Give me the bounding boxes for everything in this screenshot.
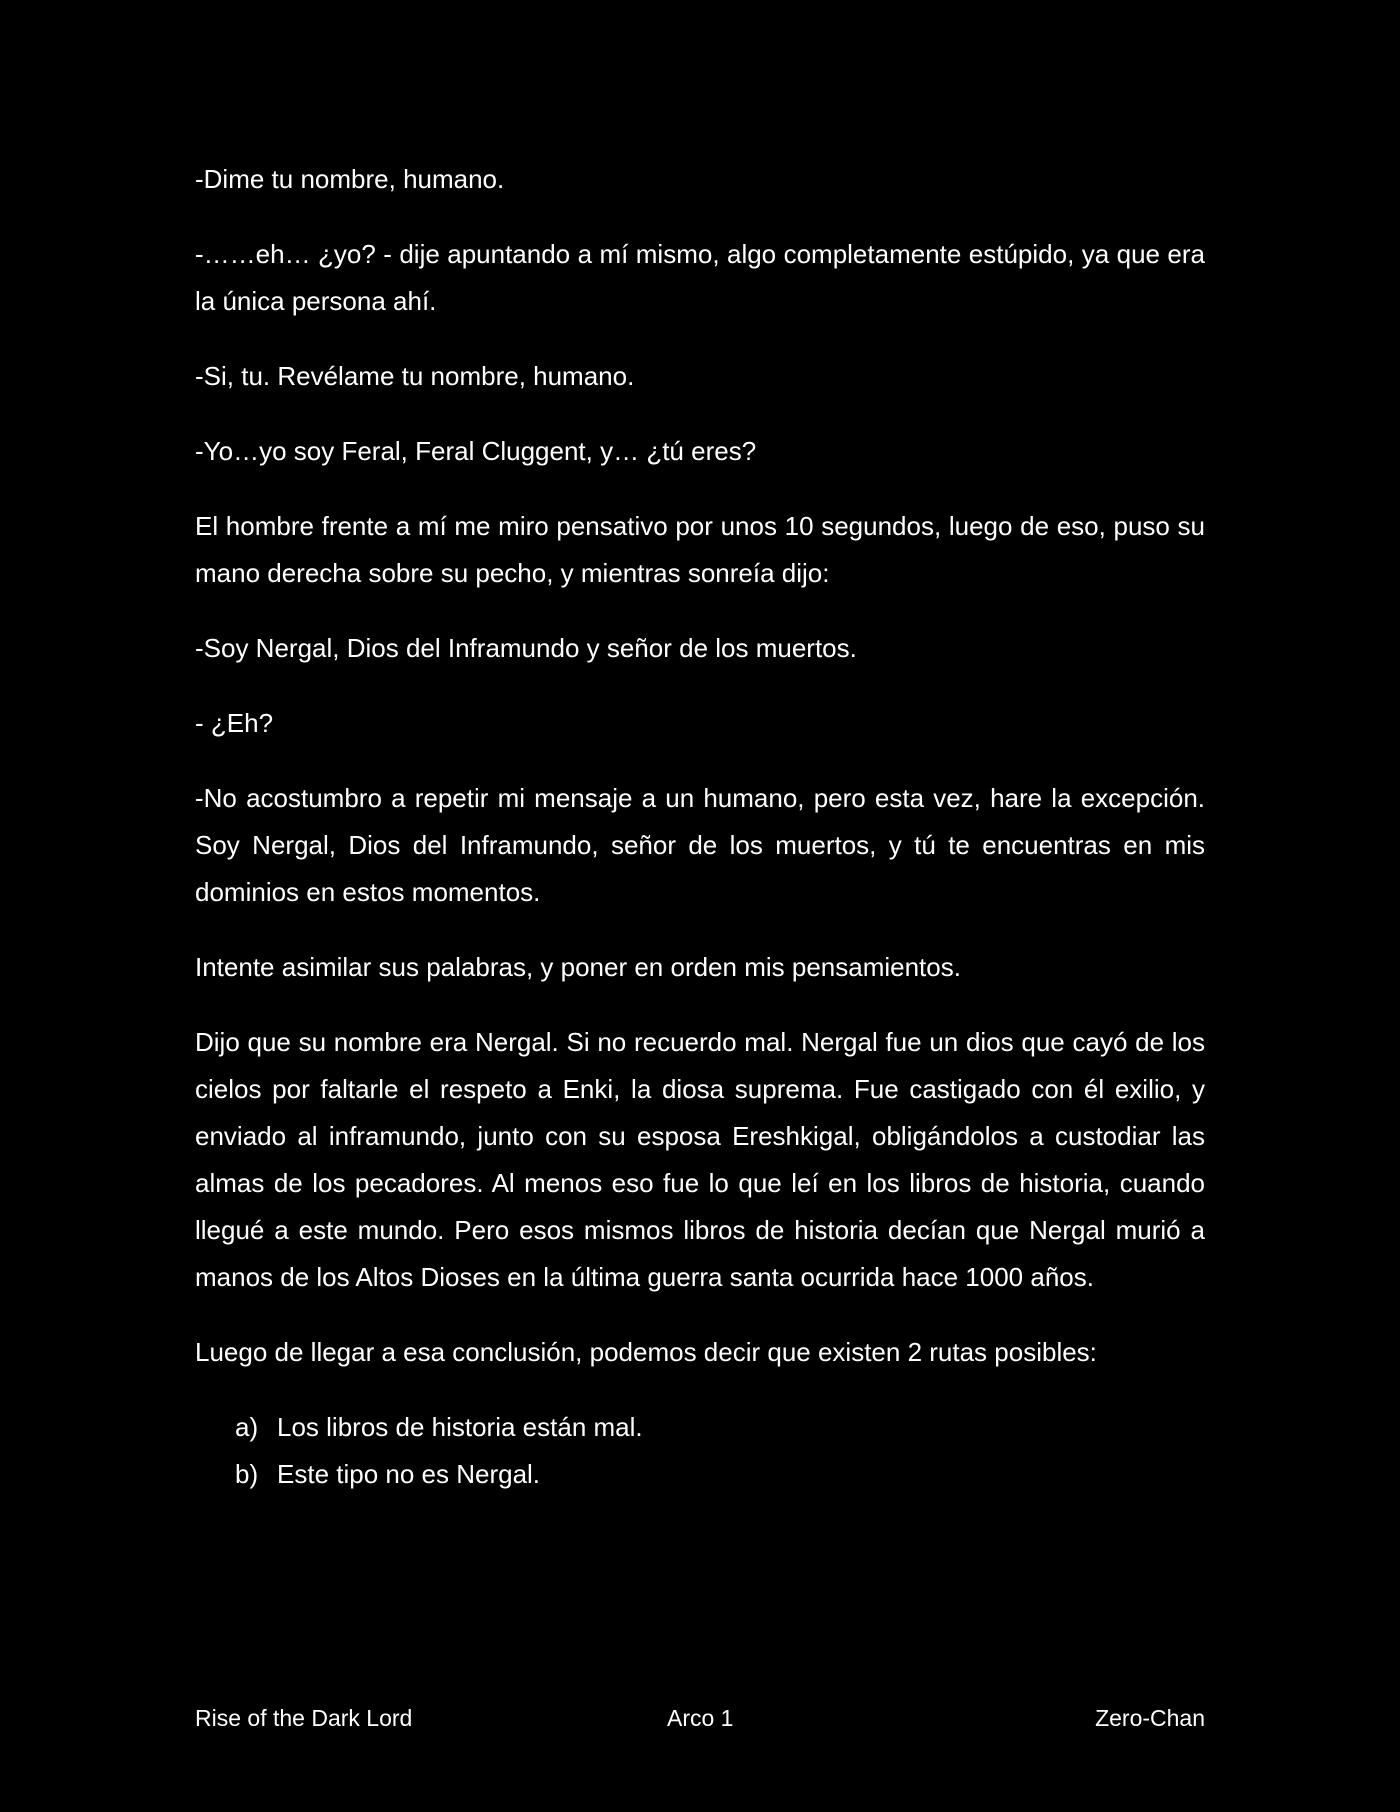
footer-title: Rise of the Dark Lord	[195, 1705, 413, 1731]
paragraph: Dijo que su nombre era Nergal. Si no recuerdo mal. Nergal fue un dios que cayó de los cielos por faltarle el respeto a Enki, la diosa suprema. Fue castigado con él exilio, y enviado al inframundo, junto con su esposa Ereshkigal, obligándolos a custodiar las almas de los pecadores. Al menos eso fue lo que leí en los libros de historia, cuando llegué a este mundo. Pero esos mismos libros de historia decían que Nergal murió a manos de los Altos Dioses en la última guerra santa ocurrida hace 1000 años.	[195, 1027, 1205, 1292]
paragraph: -……eh… ¿yo? - dije apuntando a mí mismo, algo completamente estúpido, ya que era la única persona ahí.	[195, 239, 1205, 316]
list-item	[235, 1451, 1205, 1498]
document-body	[195, 156, 1205, 1498]
footer-arc: Arco 1	[667, 1705, 734, 1731]
paragraph: -Soy Nergal, Dios del Inframundo y señor de los muertos.	[195, 633, 857, 663]
paragraph: Luego de llegar a esa conclusión, podemos decir que existen 2 rutas posibles:	[195, 1337, 1097, 1367]
list-item-text: Los libros de historia están mal.	[277, 1412, 643, 1442]
options-list	[195, 1404, 1205, 1498]
list-marker: b)	[235, 1459, 259, 1489]
paragraph: -No acostumbro a repetir mi mensaje a un humano, pero esta vez, hare la excepción. Soy Nergal, Dios del Inframundo, señor de los muertos, y tú te encuentras en mis dominios en estos momentos.	[195, 783, 1205, 907]
paragraph: -Yo…yo soy Feral, Feral Cluggent, y… ¿tú eres?	[195, 436, 757, 466]
paragraph: -Dime tu nombre, humano.	[195, 164, 505, 194]
paragraph: -Si, tu. Revélame tu nombre, humano.	[195, 361, 635, 391]
list-marker: a)	[235, 1412, 259, 1442]
paragraph: Intente asimilar sus palabras, y poner en orden mis pensamientos.	[195, 952, 961, 982]
footer-author: Zero-Chan	[1095, 1705, 1205, 1731]
paragraph: El hombre frente a mí me miro pensativo por unos 10 segundos, luego de eso, puso su mano derecha sobre su pecho, y mientras sonreía dijo:	[195, 511, 1205, 588]
list-item	[235, 1404, 1205, 1451]
paragraph: - ¿Eh?	[195, 708, 274, 738]
list-item-text: Este tipo no es Nergal.	[277, 1459, 541, 1489]
page-footer	[195, 1703, 1205, 1733]
